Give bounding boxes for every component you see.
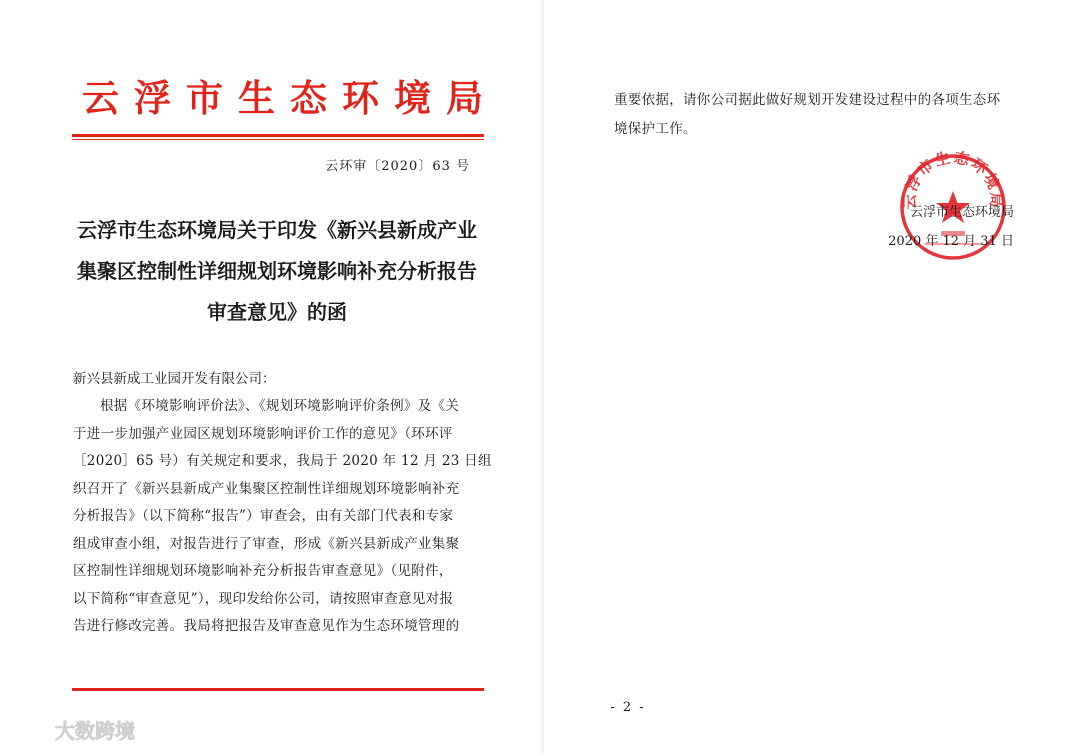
body-line: 分析报告》（以下简称“报告”）审查会，由有关部门代表和专家 (73, 508, 454, 524)
red-header-rule-thin (72, 139, 484, 140)
body-line: ［2020］65 号）有关规定和要求，我局于 2020 年 12 月 23 日组 (73, 453, 492, 469)
body-line: 以下简称“审查意见”），现印发给你公司，请按照审查意见对报 (73, 590, 454, 607)
red-header-rule (72, 134, 484, 137)
document-number: 云环审〔2020〕63 号 (325, 159, 470, 174)
continuation-line: 境保护工作。 (614, 121, 697, 137)
watermark-text-graphic (54, 718, 150, 744)
body-line: 告进行修改完善。我局将把报告及审查意见作为生态环境管理的 (73, 618, 460, 634)
body-line: 于进一步加强产业园区规划环境影响评价工作的意见》（环环评 (73, 425, 453, 442)
page-number: - 2 - (610, 700, 646, 715)
body-text (73, 393, 492, 641)
recipient-line: 新兴县新成工业园开发有限公司： (73, 371, 276, 387)
heading-line: 云浮市生态环境局关于印发《新兴县新成产业 (77, 218, 477, 242)
heading-line: 集聚区控制性详细规划环境影响补充分析报告 (77, 259, 477, 283)
watermark-logo-icon (8, 719, 48, 743)
body-line: 根据《环境影响评价法》、《规划环境影响评价条例》及《关 (100, 398, 460, 414)
red-footer-rule (72, 688, 484, 691)
document-heading (72, 210, 482, 333)
body-line: 组成审查小组，对报告进行了审查，形成《新兴县新成产业集聚 (73, 535, 460, 552)
continuation-line: 重要依据，请你公司据此做好规划开发建设过程中的各项生态环 (614, 92, 1001, 108)
watermark (8, 716, 150, 746)
signature-organization: 云浮市生态环境局 (909, 205, 1014, 220)
body-line: 织召开了《新兴县新成产业集聚区控制性详细规划环境影响补充 (73, 480, 460, 497)
signature-date: 2020 年 12 月 31 日 (888, 234, 1014, 249)
body-line: 区控制性详细规划环境影响补充分析报告审查意见》（见附件， (73, 563, 453, 579)
continuation-text (614, 86, 1024, 144)
heading-line: 审查意见》的函 (207, 300, 347, 324)
seal-text: 云浮市生态环境局 (900, 151, 1006, 210)
issuing-authority-title: 云浮市生态环境局 (82, 76, 498, 120)
watermark-text: 大数跨境 (55, 719, 135, 743)
